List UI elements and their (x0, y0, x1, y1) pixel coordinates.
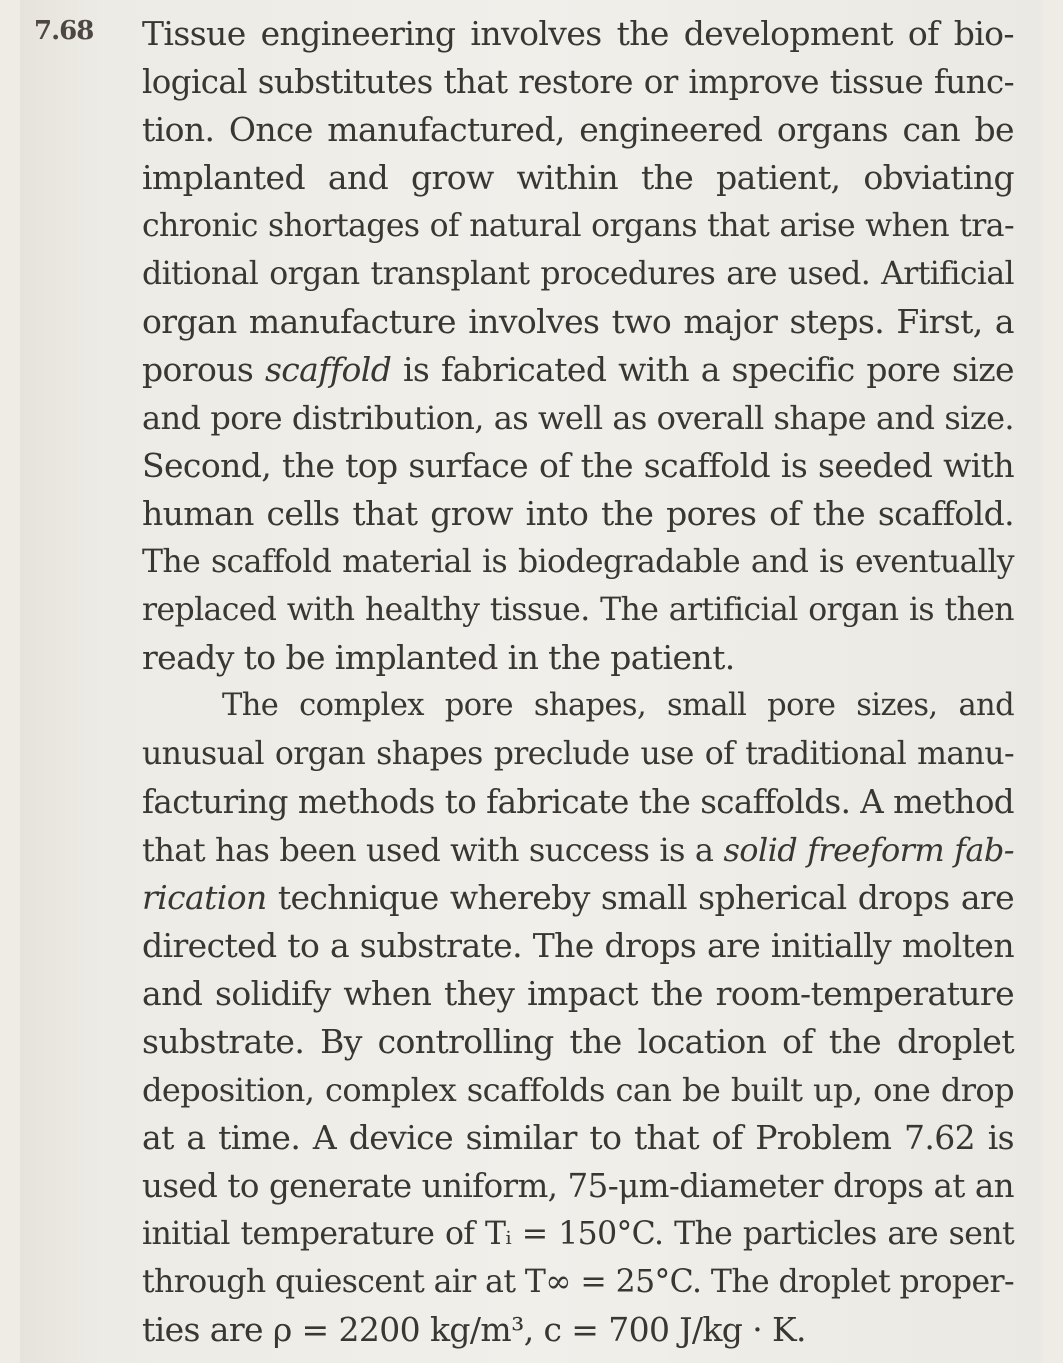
text-line: organ manufacture involves two major steps. First, a (142, 302, 1014, 341)
text-line: implanted and grow within the patient, obviating (142, 158, 1014, 197)
text-line: Tissue engineering involves the development of bio- (142, 14, 1014, 53)
text-line: logical substitutes that restore or improve tissue func- (142, 63, 1014, 101)
text-line: initial temperature of Tᵢ = 150°C. The particles are sent (142, 1216, 1014, 1252)
text-line: deposition, complex scaffolds can be built up, one drop (142, 1071, 1014, 1109)
text-line: ready to be implanted in the patient. (142, 638, 735, 677)
emphasis-text: scaffold (264, 350, 392, 389)
text-line: substrate. By controlling the location of the droplet (142, 1022, 1014, 1061)
problem-text (142, 10, 1014, 1354)
text-line: The complex pore shapes, small pore sizes, and (222, 688, 1014, 723)
text-line: tion. Once manufactured, engineered organs can be (142, 110, 1014, 149)
text-line: unusual organ shapes preclude use of traditional manu- (142, 736, 1014, 772)
textbook-page (20, 0, 1043, 1363)
text-line: rication technique whereby small spherical drops are (142, 878, 1014, 917)
text-line: ditional organ transplant procedures are used. Artificial (142, 256, 1014, 292)
text-line: chronic shortages of natural organs that arise when tra- (142, 208, 1014, 244)
text-line: at a time. A device similar to that of Problem 7.62 is (142, 1118, 1014, 1157)
emphasis-text: solid freeform fab- (723, 831, 1014, 869)
text-line: The scaffold material is biodegradable and is eventually (142, 544, 1014, 580)
text-line: replaced with healthy tissue. The artificial organ is then (142, 592, 1014, 628)
text-line: human cells that grow into the pores of the scaffold. (142, 494, 1014, 533)
text-line: through quiescent air at T∞ = 25°C. The droplet proper- (142, 1264, 1014, 1300)
text-line: used to generate uniform, 75-μm-diameter drops at an (142, 1167, 1014, 1205)
text-line: and pore distribution, as well as overall shape and size. (142, 399, 1014, 437)
problem-number: 7.68 (34, 16, 94, 46)
text-line: directed to a substrate. The drops are initially molten (142, 926, 1014, 965)
text-line: facturing methods to fabricate the scaffolds. A method (142, 783, 1014, 821)
text-line: Second, the top surface of the scaffold is seeded with (142, 446, 1014, 485)
text-line: porous scaffold is fabricated with a specific pore size (142, 350, 1014, 389)
text-line: that has been used with success is a solid freeform fab- (142, 831, 1014, 869)
text-line: and solidify when they impact the room-temperature (142, 974, 1014, 1013)
text-line: ties are ρ = 2200 kg/m³, c = 700 J/kg · K. (142, 1310, 806, 1349)
emphasis-text: rication (142, 878, 267, 917)
